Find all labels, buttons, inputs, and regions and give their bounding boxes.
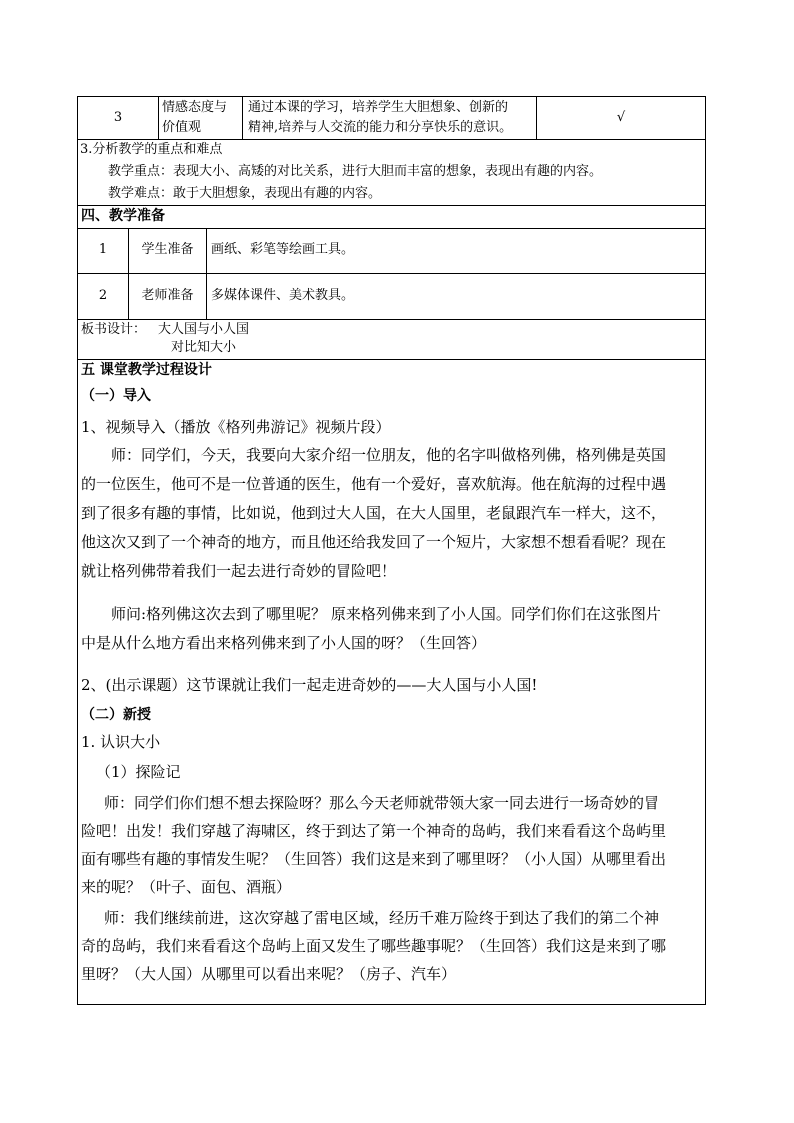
objective-text-line1: 通过本课的学习，培养学生大胆想象、创新的 bbox=[248, 100, 509, 115]
paragraph-line: 面有哪些有趣的事情发生呢？（生回答）我们这是来到了哪里呀？（小人国）从哪里看出 bbox=[81, 850, 667, 868]
paragraph-line: 险吧！出发！我们穿越了海啸区，终于到达了第一个神奇的岛屿，我们来看看这个岛屿里 bbox=[81, 822, 667, 840]
prep-role: 老师准备 bbox=[141, 288, 194, 303]
objective-text-line2: 精神,培养与人交流的能力和分享快乐的意识。 bbox=[248, 120, 513, 135]
objective-category-line2: 价值观 bbox=[162, 120, 202, 135]
divider bbox=[78, 205, 705, 206]
lesson-plan-table bbox=[77, 96, 706, 1005]
new-lesson-heading: （二）新授 bbox=[81, 707, 151, 723]
paragraph-line: 师：我们继续前进，这次穿越了雷电区域，经历千难万险终于到达了我们的第二个神 bbox=[104, 909, 660, 927]
paragraph-line: 师：同学们你们想不想去探险呀？那么今天老师就带领大家一同去进行一场奇妙的冒 bbox=[104, 794, 660, 812]
paragraph-line: 师：同学们，今天，我要向大家介绍一位朋友，他的名字叫做格列佛，格列佛是英国 bbox=[111, 446, 667, 464]
paragraph-line: 来的呢？（叶子、面包、酒瓶） bbox=[81, 878, 292, 896]
row-number: 3 bbox=[113, 110, 123, 125]
board-line: 对比知大小 bbox=[171, 340, 237, 355]
preparation-heading: 四、教学准备 bbox=[81, 208, 165, 224]
prep-materials: 多媒体课件、美术教具。 bbox=[211, 288, 355, 303]
paragraph-line: 就让格列佛带着我们一起去进行奇妙的冒险吧！ bbox=[81, 562, 397, 580]
paragraph-line: 师问:格列佛这次去到了哪里呢？ 原来格列佛来到了小人国。同学们你们在这张图片 bbox=[111, 605, 661, 623]
divider bbox=[242, 97, 243, 139]
prep-row-number: 2 bbox=[98, 288, 108, 303]
prep-role: 学生准备 bbox=[141, 242, 194, 257]
divider bbox=[78, 273, 705, 274]
paragraph-line: 他这次又到了一个神奇的地方，而且他还给我发回了一个短片，大家想不想看看呢？现在 bbox=[81, 533, 667, 551]
step-2: 2、(出示课题）这节课就让我们一起走进奇妙的——大人国与小人国! bbox=[81, 676, 538, 694]
paragraph-line: 中是从什么地方看出来格列佛来到了小人国的呀？（生回答） bbox=[81, 634, 487, 652]
objective-category-line1: 情感态度与 bbox=[162, 100, 228, 115]
key-point: 教学重点：表现大小、高矮的对比关系，进行大胆而丰富的想象，表现出有趣的内容。 bbox=[108, 164, 603, 179]
divider bbox=[158, 97, 159, 139]
check-mark: √ bbox=[616, 110, 626, 125]
board-line: 大人国与小人国 bbox=[158, 322, 250, 337]
intro-heading: （一）导入 bbox=[81, 388, 151, 404]
divider bbox=[206, 228, 207, 320]
paragraph-line: 到了很多有趣的事情，比如说，他到过大人国，在大人国里，老鼠跟汽车一样大，这不， bbox=[81, 504, 667, 522]
board-label: 板书设计： bbox=[81, 322, 147, 337]
process-heading: 五 课堂教学过程设计 bbox=[81, 362, 212, 378]
paragraph-line: 奇的岛屿，我们来看看这个岛屿上面又发生了哪些趣事呢？（生回答）我们这是来到了哪 bbox=[81, 937, 667, 955]
analysis-title: 3.分析教学的重点和难点 bbox=[80, 142, 223, 157]
sub-heading: 1. 认识大小 bbox=[81, 733, 161, 751]
prep-materials: 画纸、彩笔等绘画工具。 bbox=[211, 242, 355, 257]
paragraph-line: 的一位医生，他可不是一位普通的医生，他有一个爱好，喜欢航海。他在航海的过程中遇 bbox=[81, 475, 667, 493]
prep-row-number: 1 bbox=[98, 242, 108, 257]
step-1: 1、视频导入（播放《格列弗游记》视频片段） bbox=[81, 418, 391, 436]
paragraph-line: 里呀？（大人国）从哪里可以看出来呢？（房子、汽车） bbox=[81, 965, 457, 983]
divider bbox=[78, 228, 705, 229]
difficulty: 教学难点：敢于大胆想象，表现出有趣的内容。 bbox=[108, 186, 382, 201]
sub-heading: （1）探险记 bbox=[96, 763, 181, 781]
